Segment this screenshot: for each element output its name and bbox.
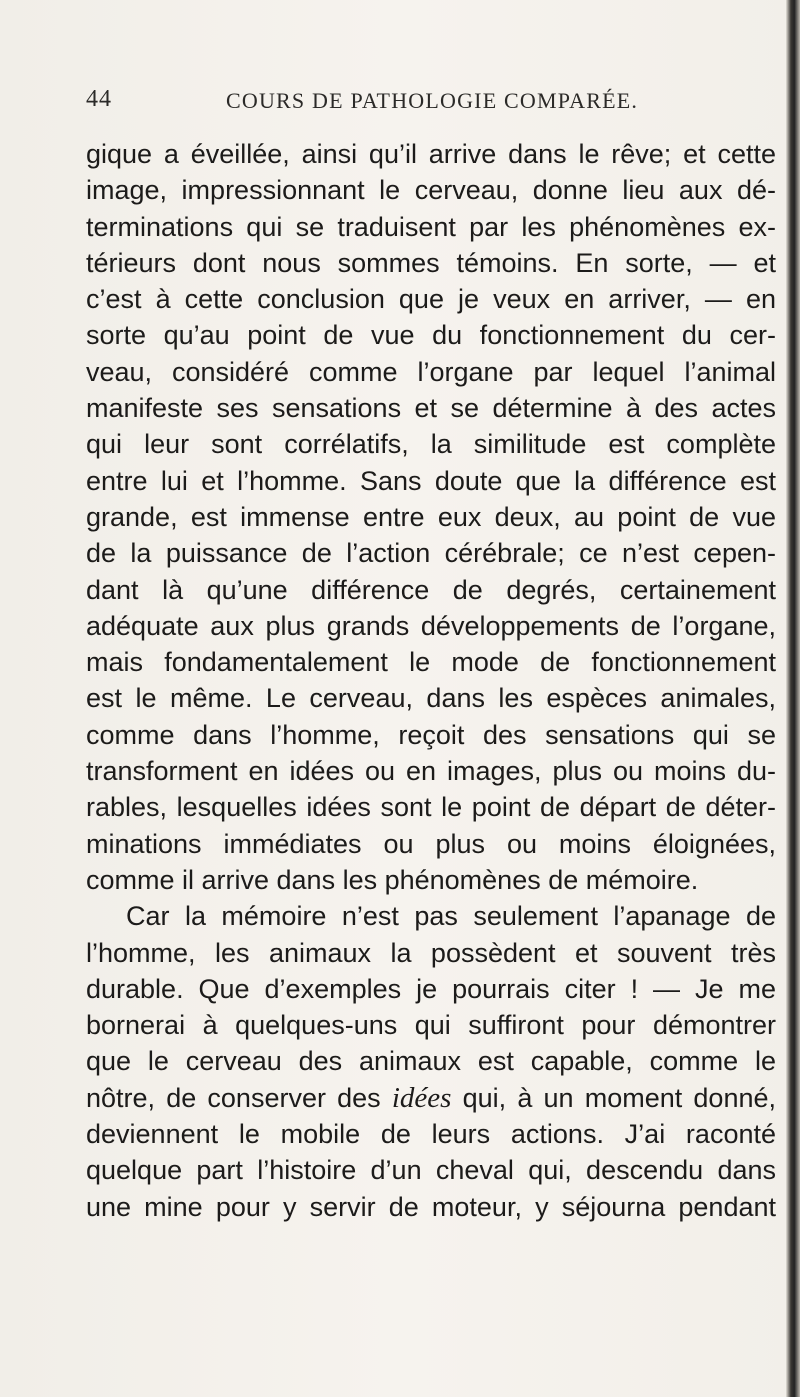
- text-line: manifeste ses sensations et se détermine à des actes: [86, 393, 776, 424]
- page-binding-edge: [786, 0, 800, 1397]
- text-line: image, impressionnant le cerveau, donne lieu aux dé-: [86, 175, 776, 206]
- text-line: sorte qu’au point de vue du fonctionnement du cer-: [86, 320, 776, 351]
- text-line: qui leur sont corrélatifs, la similitude est complète: [86, 429, 776, 460]
- text-segment: nôtre, de conserver des: [86, 1082, 392, 1113]
- text-line: comme il arrive dans les phénomènes de mémoire.: [86, 864, 699, 895]
- text-line: entre lui et l’homme. Sans doute que la différence est: [86, 465, 776, 496]
- text-line: deviennent le mobile de leurs actions. J’ai raconté: [86, 1119, 776, 1150]
- text-line: terminations qui se traduisent par les phénomènes ex-: [86, 211, 776, 242]
- text-line: est le même. Le cerveau, dans les espèces animales,: [86, 683, 776, 714]
- text-line: l’homme, les animaux la possèdent et souvent très: [86, 937, 776, 968]
- body-text: [86, 136, 776, 1225]
- text-line: durable. Que d’exemples je pourrais citer ! — Je me: [86, 973, 776, 1004]
- text-segment: qui, à un moment donné,: [451, 1082, 776, 1113]
- text-line-with-italic: [86, 1080, 776, 1116]
- text-line: c’est à cette conclusion que je veux en arriver, — en: [86, 284, 776, 315]
- text-line: comme dans l’homme, reçoit des sensations qui se: [86, 719, 776, 750]
- italic-word: idées: [391, 1081, 452, 1114]
- text-line: adéquate aux plus grands développements de l’organe,: [86, 610, 776, 641]
- text-line: bornerai à quelques-uns qui suffiront pour démontrer: [86, 1010, 776, 1041]
- text-line: mais fondamentalement le mode de fonctionnement: [86, 647, 776, 678]
- text-line: transforment en idées ou en images, plus ou moins du-: [86, 756, 776, 787]
- text-line: une mine pour y servir de moteur, y séjourna pendant: [86, 1191, 776, 1222]
- text-line: térieurs dont nous sommes témoins. En sorte, — et: [86, 247, 776, 278]
- running-title: COURS DE PATHOLOGIE COMPARÉE.: [226, 88, 639, 113]
- text-line: gique a éveillée, ainsi qu’il arrive dans le rêve; et cette: [86, 139, 776, 169]
- text-line: veau, considéré comme l’organe par lequel l’animal: [86, 356, 776, 387]
- text-line: Car la mémoire n’est pas seulement l’apanage de: [126, 901, 776, 932]
- text-line: que le cerveau des animaux est capable, comme le: [86, 1046, 776, 1077]
- text-line: quelque part l’histoire d’un cheval qui, descendu dans: [86, 1155, 776, 1186]
- page-number: 44: [86, 86, 112, 112]
- running-header: [86, 86, 776, 118]
- text-line: de la puissance de l’action cérébrale; ce n’est cepen-: [86, 538, 776, 569]
- text-line: minations immédiates ou plus ou moins éloignées,: [86, 828, 776, 859]
- text-line: dant là qu’une différence de degrés, certainement: [86, 574, 776, 605]
- text-line: rables, lesquelles idées sont le point de départ de déter-: [86, 792, 776, 823]
- text-line: grande, est immense entre eux deux, au point de vue: [86, 501, 776, 532]
